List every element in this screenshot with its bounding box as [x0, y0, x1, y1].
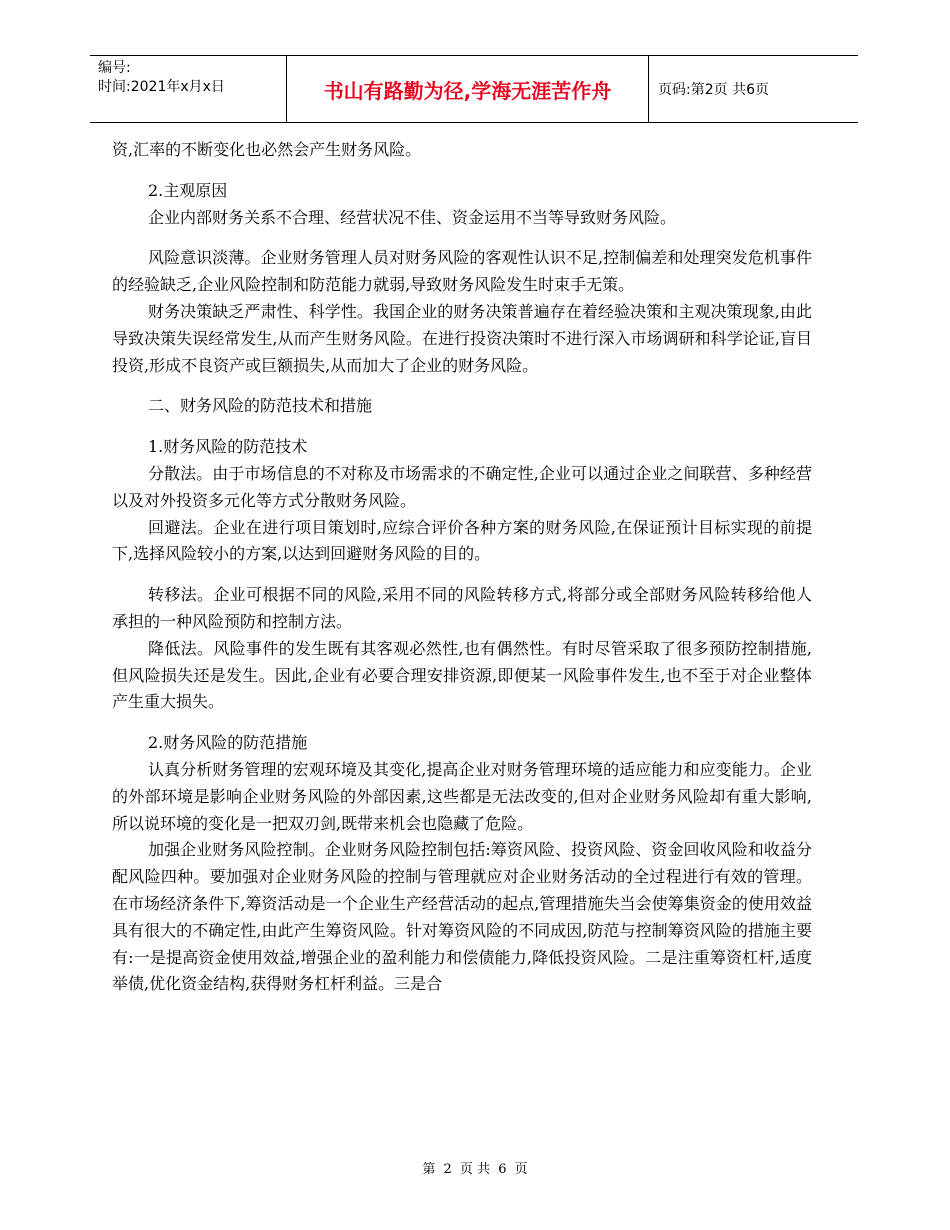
document-body	[112, 137, 812, 998]
subheading-subjective-causes: 2.主观原因	[148, 180, 228, 200]
section-heading: 二、财务风险的防范技术和措施	[148, 396, 373, 416]
header-motto: 书山有路勤为径,学海无涯苦作舟	[323, 78, 612, 103]
document-number-label: 编号:	[98, 60, 131, 76]
paragraph: 财务决策缺乏严肃性、科学性。我国企业的财务决策普遍存在着经验决策和主观决策现象,由此导致决策失误经常发生,从而产生财务风险。在进行投资决策时不进行深入市场调研和科学论证,盲目投资,形成不良资产或巨额损失,从而加大了企业的财务风险。	[112, 301, 812, 375]
subheading-techniques: 1.财务风险的防范技术	[148, 437, 308, 457]
paragraph: 加强企业财务风险控制。企业财务风险控制包括:筹资风险、投资风险、资金回收风险和收益分配风险四种。要加强对企业财务风险的控制与管理就应对企业财务活动的全过程进行有效的管理。在市场经济条件下,筹资活动是一个企业生产经营活动的起点,管理措施失当会使筹集资金的使用效益具有很大的不确定性,由此产生筹资风险。针对筹资风险的不同成因,防范与控制筹资风险的措施主要有:一是提高资金使用效益,增强企业的盈利能力和偿债能力,降低投资风险。二是注重筹资杠杆,适度举债,优化资金结构,获得财务杠杆利益。三是合	[112, 840, 812, 994]
header-page-label: 页码:第2页 共6页	[658, 82, 769, 98]
paragraph-continuation: 资,汇率的不断变化也必然会产生财务风险。	[112, 140, 422, 159]
header-divider-right	[648, 56, 649, 122]
paragraph: 认真分析财务管理的宏观环境及其变化,提高企业对财务管理环境的适应能力和应变能力。企业的外部环境是影响企业财务风险的外部因素,这些都是无法改变的,但对企业财务风险却有重大影响,所以说环境的变化是一把双刃剑,既带来机会也隐藏了危险。	[112, 759, 812, 833]
paragraph: 风险意识淡薄。企业财务管理人员对财务风险的客观性认识不足,控制偏差和处理突发危机事件的经验缺乏,企业风险控制和防范能力就弱,导致财务风险发生时束手无策。	[112, 248, 812, 295]
page-header	[90, 55, 858, 123]
document-time-label: 时间:2021年x月x日	[98, 79, 225, 95]
footer-mid: 页 共	[459, 1162, 491, 1177]
paragraph: 回避法。企业在进行项目策划时,应综合评价各种方案的财务风险,在保证预计目标实现的前提下,选择风险较小的方案,以达到回避财务风险的目的。	[112, 517, 812, 564]
footer-prefix: 第	[422, 1162, 436, 1177]
footer-suffix: 页	[514, 1162, 528, 1177]
footer-page-number: 2	[443, 1162, 452, 1177]
page-footer	[0, 1158, 950, 1177]
subheading-measures: 2.财务风险的防范措施	[148, 733, 308, 753]
header-meta	[98, 59, 225, 97]
paragraph: 分散法。由于市场信息的不对称及市场需求的不确定性,企业可以通过企业之间联营、多种经营以及对外投资多元化等方式分散财务风险。	[112, 463, 812, 510]
paragraph: 降低法。风险事件的发生既有其客观必然性,也有偶然性。有时尽管采取了很多预防控制措施,但风险损失还是发生。因此,企业有必要合理安排资源,即便某一风险事件发生,也不至于对企业整体产生重大损失。	[112, 638, 812, 712]
paragraph: 转移法。企业可根据不同的风险,采用不同的风险转移方式,将部分或全部财务风险转移给他人承担的一种风险预防和控制方法。	[112, 585, 812, 631]
paragraph: 企业内部财务关系不合理、经营状况不佳、资金运用不当等导致财务风险。	[148, 207, 677, 227]
footer-total-pages: 6	[498, 1162, 507, 1177]
